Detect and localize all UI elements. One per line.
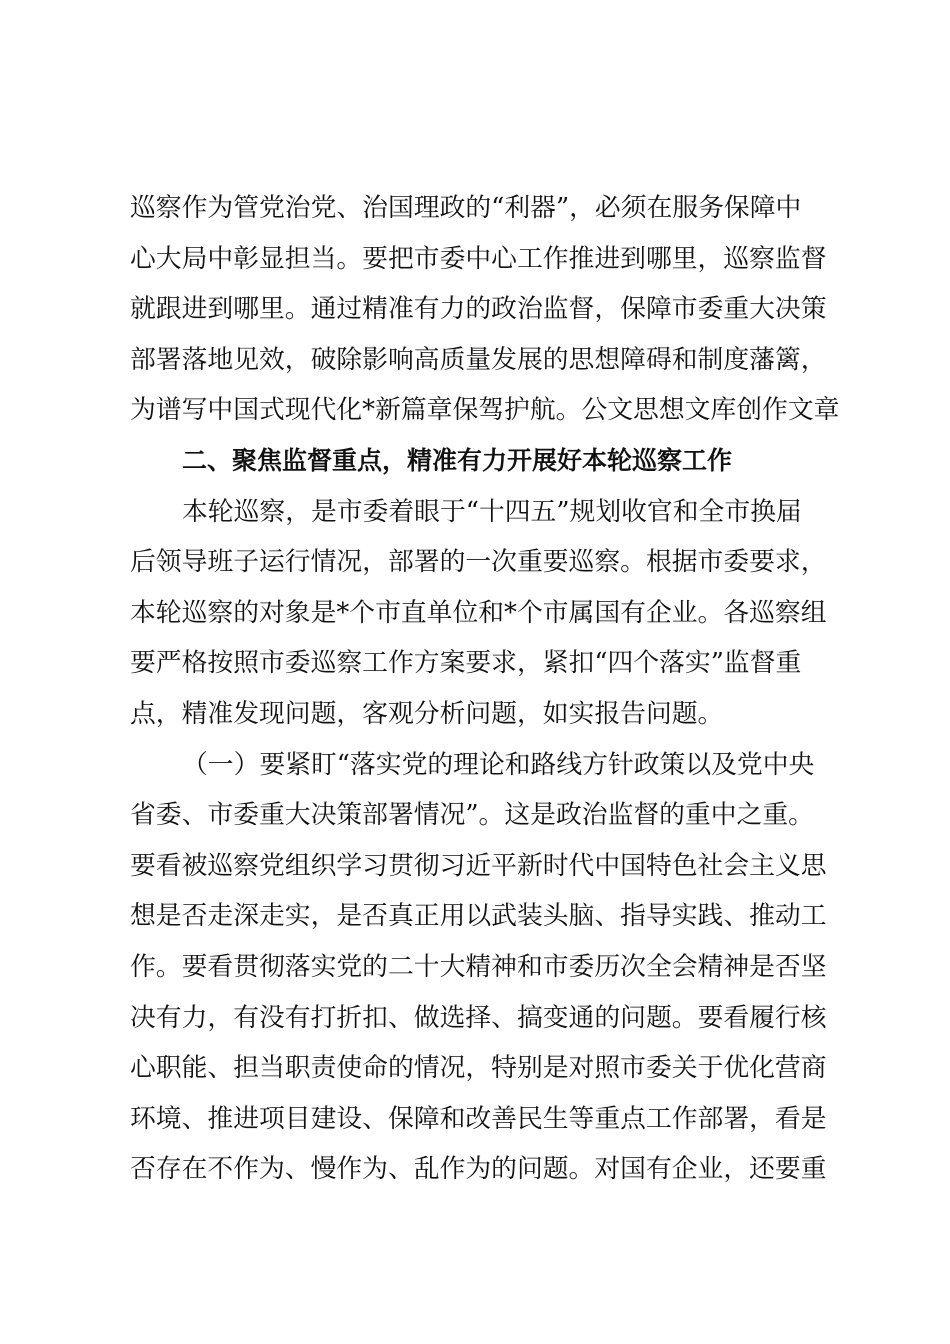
- body-line: 要看被巡察党组织学习贯彻习近平新时代中国特色社会主义思: [130, 850, 827, 881]
- body-line: 作。要看贯彻落实党的二十大精神和市委历次全会精神是否坚: [130, 951, 827, 982]
- body-line: 本轮巡察的对象是*个市直单位和*个市属国有企业。各巡察组: [130, 597, 827, 628]
- body-line: 要严格按照市委巡察工作方案要求，紧扣“四个落实”监督重: [130, 648, 802, 679]
- body-line: 本轮巡察，是市委着眼于“十四五”规划收官和全市换届: [182, 496, 802, 527]
- body-line: 就跟进到哪里。通过精准有力的政治监督，保障市委重大决策: [130, 294, 827, 325]
- subsection-line: （一）要紧盯“落实党的理论和路线方针政策以及党中央: [182, 749, 815, 780]
- body-line: 决有力，有没有打折扣、做选择、搞变通的问题。要看履行核: [130, 1002, 827, 1033]
- body-line: 心职能、担当职责使命的情况，特别是对照市委关于优化营商: [130, 1053, 827, 1084]
- body-line: 省委、市委重大决策部署情况”。这是政治监督的重中之重。: [130, 800, 814, 831]
- body-line: 心大局中彰显担当。要把市委中心工作推进到哪里，巡察监督: [130, 243, 827, 274]
- document-body: [130, 183, 840, 1195]
- body-line: 环境、推进项目建设、保障和改善民生等重点工作部署，看是: [130, 1103, 827, 1134]
- body-line: 否存在不作为、慢作为、乱作为的问题。对国有企业，还要重: [130, 1154, 827, 1185]
- body-line: 想是否走深走实，是否真正用以武装头脑、指导实践、推动工: [130, 901, 827, 932]
- body-line: 为谱写中国式现代化*新篇章保驾护航。公文思想文库创作文章: [130, 395, 840, 426]
- section-heading: 二、聚焦监督重点，精准有力开展好本轮巡察工作: [182, 445, 733, 475]
- body-line: 点，精准发现问题，客观分析问题，如实报告问题。: [130, 698, 724, 729]
- body-line: 部署落地见效，破除影响高质量发展的思想障碍和制度藩篱，: [130, 344, 827, 375]
- body-line: 后领导班子运行情况，部署的一次重要巡察。根据市委要求，: [130, 547, 827, 578]
- body-line: 巡察作为管党治党、治国理政的“利器”，必须在服务保障中: [130, 193, 802, 223]
